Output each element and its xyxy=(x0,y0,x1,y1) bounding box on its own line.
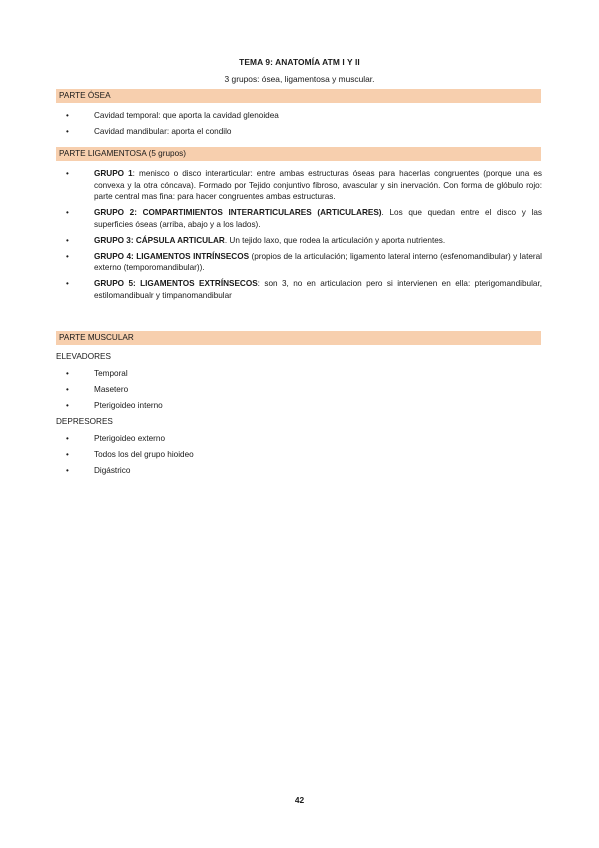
bullet-icon: • xyxy=(66,279,69,288)
list-item xyxy=(56,384,542,396)
group-label: GRUPO 5: LIGAMENTOS EXTRÍNSECOS xyxy=(94,279,258,288)
bullet-icon: • xyxy=(66,466,69,475)
bullet-icon: • xyxy=(66,235,69,245)
list-item-text: Pterigoideo externo xyxy=(94,434,166,443)
bullet-icon: • xyxy=(66,111,69,120)
group-text: : menisco o disco interarticular: entre ambas estructuras óseas para hacerlas congruentes (porque una es convexa y la otra cóncava). Formado por Tejido conjuntivo fibroso, avascular y sin inervación. Con forma de glóbulo rojo: parte central mas fina: para hacer congruentes ambas estructuras. xyxy=(94,169,542,201)
list-item-text: Cavidad mandibular: aporta el condilo xyxy=(94,127,232,136)
group-label: GRUPO 4: LIGAMENTOS INTRÍNSECOS xyxy=(94,251,250,261)
bullet-icon: • xyxy=(66,208,69,217)
list-item xyxy=(56,110,542,122)
bullet-icon: • xyxy=(66,127,69,136)
group-label: GRUPO 3: CÁPSULA ARTICULAR xyxy=(94,235,225,245)
document-title: TEMA 9: ANATOMÍA ATM I Y II xyxy=(239,57,360,67)
list-item-text: Pterigoideo interno xyxy=(94,401,163,410)
bullet-icon: • xyxy=(66,434,69,443)
list-depresores xyxy=(56,433,542,477)
list-item-text: Masetero xyxy=(94,385,129,394)
list-item xyxy=(56,449,542,461)
list-item xyxy=(56,400,542,412)
list-item-text: Cavidad temporal: que aporta la cavidad glenoidea xyxy=(94,111,279,120)
elevadores-heading: ELEVADORES xyxy=(56,352,111,361)
list-item xyxy=(56,207,542,230)
list-item xyxy=(56,368,542,380)
list-item xyxy=(56,465,542,477)
group-text: : son 3, no en articulacion pero si intervienen en ella: pterigomandibular, estilomandibualr y timpanomandibular xyxy=(94,279,543,300)
list-elevadores xyxy=(56,368,542,412)
page-number: 42 xyxy=(294,795,305,805)
list-item xyxy=(56,168,542,203)
bullet-icon: • xyxy=(66,251,69,261)
document-subtitle: 3 grupos: ósea, ligamentosa y muscular. xyxy=(224,74,375,84)
list-item-text: Todos los del grupo hioideo xyxy=(94,450,194,459)
group-text: . Un tejido laxo, que rodea la articulación y aporta nutrientes. xyxy=(224,235,446,245)
bullet-icon: • xyxy=(66,401,69,410)
depresores-heading: DEPRESORES xyxy=(56,417,113,426)
section-heading-osea: PARTE ÓSEA xyxy=(56,89,541,103)
section-heading-ligamentosa: PARTE LIGAMENTOSA (5 grupos) xyxy=(56,147,541,161)
list-osea xyxy=(56,110,542,138)
group-text: . Los que quedan entre el disco y las superficies óseas (arriba, abajo y a los lados). xyxy=(94,208,542,229)
list-ligamentosa xyxy=(56,168,542,301)
list-item xyxy=(56,126,542,138)
bullet-icon: • xyxy=(66,369,69,378)
list-item xyxy=(56,278,542,301)
group-label: GRUPO 2: COMPARTIMIENTOS INTERARTICULARES (ARTICULARES) xyxy=(94,208,382,217)
list-item-text: Digástrico xyxy=(94,466,131,475)
list-item xyxy=(56,235,542,247)
list-item-text: Temporal xyxy=(94,369,128,378)
list-item xyxy=(56,433,542,445)
list-item xyxy=(56,251,542,274)
bullet-icon: • xyxy=(66,385,69,394)
bullet-icon: • xyxy=(66,450,69,459)
section-heading-muscular: PARTE MUSCULAR xyxy=(56,331,541,345)
group-label: GRUPO 1 xyxy=(94,169,133,178)
group-text: (propios de la articulación; ligamento lateral interno (esfenomandibular) y lateral externo (temporomandibular)). xyxy=(94,251,543,272)
bullet-icon: • xyxy=(66,169,69,178)
